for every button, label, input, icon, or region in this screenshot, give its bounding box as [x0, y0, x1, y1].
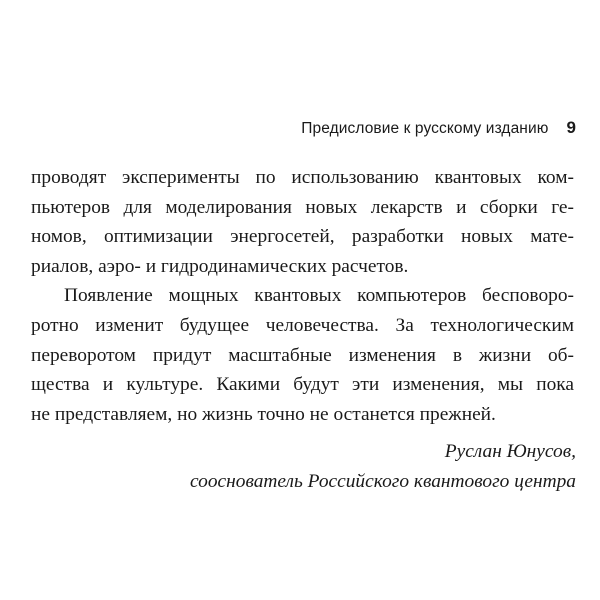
signature-role: сооснователь Российского квантового центра [190, 471, 576, 492]
text-line: переворотом придут масштабные изменения в жизни об- [31, 344, 574, 366]
signature [190, 437, 576, 497]
text-line: пьютеров для моделирования новых лекарств и сборки ге- [31, 196, 574, 218]
text-line: номов, оптимизации энергосетей, разработки новых мате- [31, 226, 574, 248]
text-line: Появление мощных квантовых компьютеров бесповоро- [64, 285, 574, 307]
text-line: ротно изменит будущее человечества. За технологическим [31, 314, 574, 336]
text-line: риалов, аэро- и гидродинамических расчетов. [31, 255, 409, 277]
text-line: не представляем, но жизнь точно не останется прежней. [31, 403, 496, 425]
text-line: щества и культуре. Какими будут эти изменения, мы пока [31, 374, 574, 396]
text-line: проводят эксперименты по использованию квантовых ком- [31, 167, 574, 188]
body-text [31, 163, 574, 429]
page-number: 9 [566, 118, 576, 137]
paragraph [31, 281, 574, 429]
paragraph [31, 163, 574, 281]
signature-name: Руслан Юнусов, [444, 441, 576, 462]
running-title: Предисловие к русскому изданию [301, 120, 549, 137]
running-head [0, 118, 576, 138]
